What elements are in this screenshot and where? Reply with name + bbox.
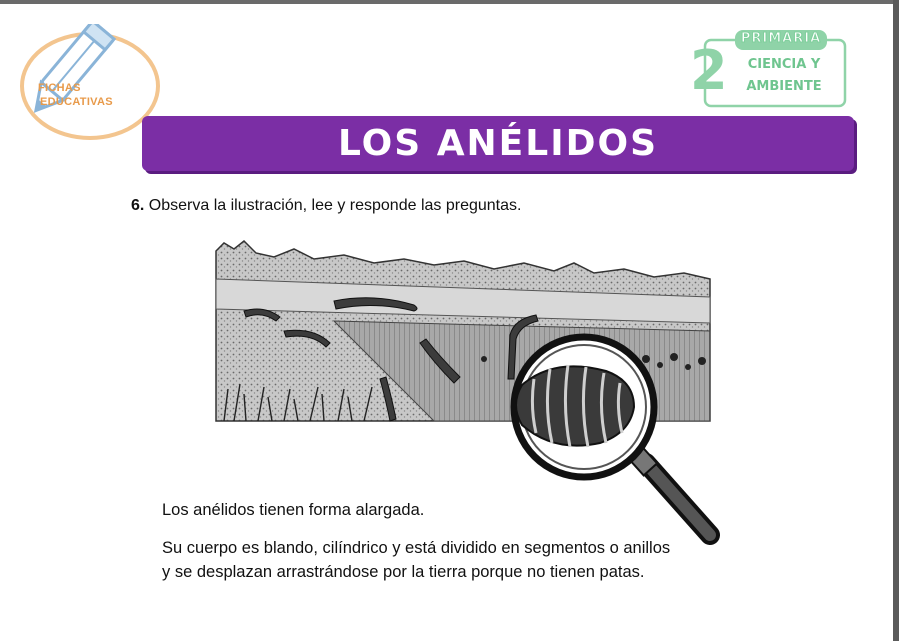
question-number: 6. xyxy=(131,197,145,214)
badge-subject-line1: CIENCIA Y xyxy=(747,57,821,72)
title-banner xyxy=(142,116,854,171)
paragraph-shape: Los anélidos tienen forma alargada. xyxy=(162,501,425,519)
logo-text-line1: FICHAS xyxy=(38,82,81,94)
badge-level: PRIMARIA xyxy=(740,31,822,46)
question-6 xyxy=(131,197,521,215)
logo-text-line2: EDUCATIVAS xyxy=(40,96,113,108)
grade-number: 2 xyxy=(690,39,728,102)
paragraph-body: Su cuerpo es blando, cilíndrico y está dividido en segmentos o anillos y se desplazan arrastrándose por la tierra porque no tienen patas. xyxy=(162,539,671,581)
badge-subject-line2: AMBIENTE xyxy=(746,79,822,94)
fichas-educativas-logo xyxy=(12,24,162,152)
question-text: Observa la ilustración, lee y responde las preguntas. xyxy=(148,197,522,214)
page-title: LOS ANÉLIDOS xyxy=(337,123,659,164)
